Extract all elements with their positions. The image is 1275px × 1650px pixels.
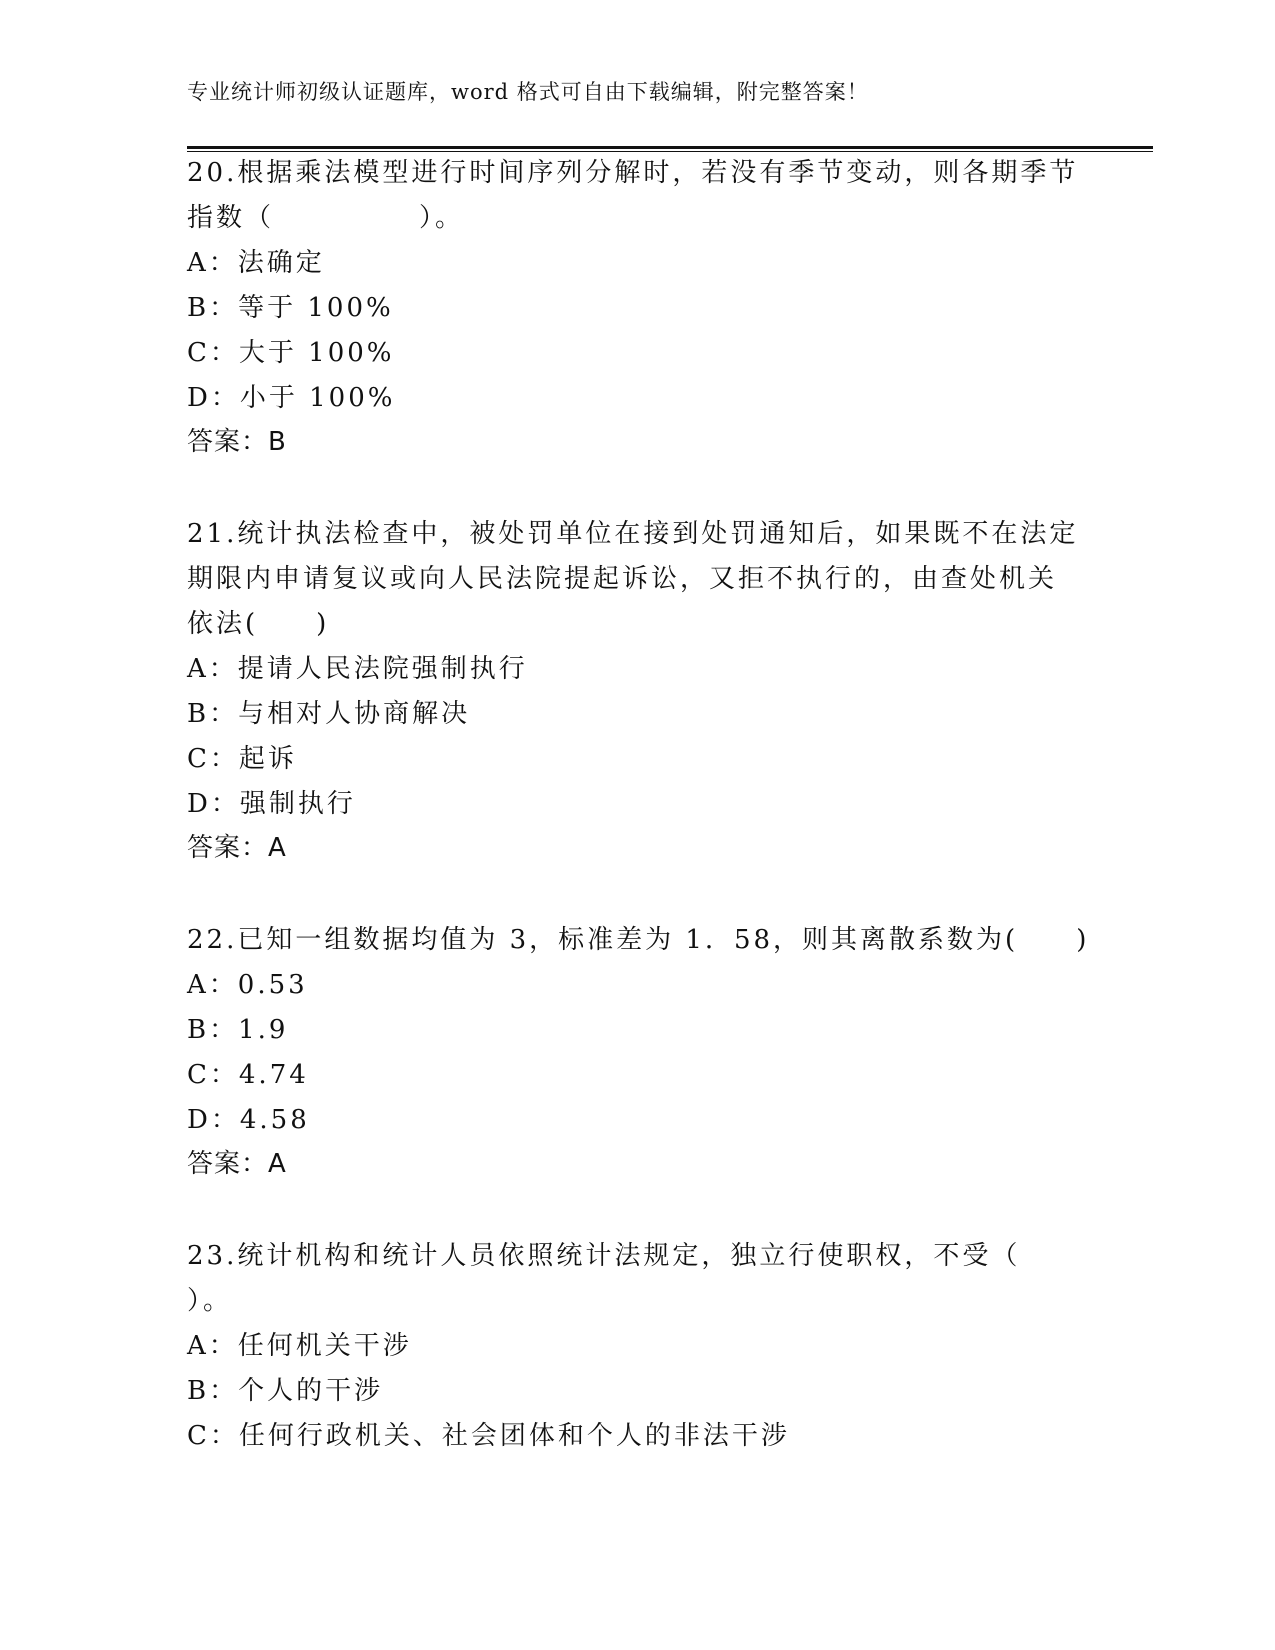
question-21-option-b: B：与相对人协商解决 [187, 699, 471, 729]
question-20-option-c: C：大于 100% [187, 338, 395, 368]
question-21-stem: 期限内申请复议或向人民法院提起诉讼，又拒不执行的，由查处机关 [187, 564, 1058, 594]
question-20-answer: 答案：B [187, 427, 287, 457]
question-21-option-a: A：提请人民法院强制执行 [187, 654, 528, 684]
question-23-option-a: A：任何机关干涉 [187, 1331, 412, 1361]
question-22-option-c: C：4.74 [187, 1060, 309, 1090]
question-22-answer: 答案：A [187, 1149, 287, 1179]
question-23-stem: ）。 [187, 1286, 233, 1316]
question-22-option-d: D：4.58 [187, 1105, 310, 1135]
header-divider-thin [187, 151, 1153, 152]
header-divider [187, 146, 1153, 149]
question-22-stem: 22.已知一组数据均值为 3，标准差为 1．58，则其离散系数为( ) [187, 925, 1090, 955]
question-22-option-a: A：0.53 [187, 970, 308, 1000]
question-21-stem: 21.统计执法检查中，被处罚单位在接到处罚通知后，如果既不在法定 [187, 519, 1079, 549]
question-20-option-b: B：等于 100% [187, 293, 394, 323]
question-20-option-d: D：小于 100% [187, 383, 396, 413]
question-20-stem: 指数（ ）。 [187, 203, 465, 233]
page-header: 专业统计师初级认证题库，word 格式可自由下载编辑，附完整答案！ [187, 80, 869, 104]
question-21-answer: 答案：A [187, 833, 287, 863]
question-20-stem: 20.根据乘法模型进行时间序列分解时，若没有季节变动，则各期季节 [187, 158, 1079, 188]
question-21-stem: 依法( ) [187, 609, 330, 639]
question-20-option-a: A：法确定 [187, 248, 325, 278]
question-22-option-b: B：1.9 [187, 1015, 289, 1045]
question-21-option-c: C：起诉 [187, 744, 297, 774]
question-23-stem: 23.统计机构和统计人员依照统计法规定，独立行使职权，不受（ [187, 1241, 1021, 1271]
question-23-option-b: B：个人的干涉 [187, 1376, 384, 1406]
question-21-option-d: D：强制执行 [187, 789, 356, 819]
question-23-option-c: C：任何行政机关、社会团体和个人的非法干涉 [187, 1421, 790, 1451]
